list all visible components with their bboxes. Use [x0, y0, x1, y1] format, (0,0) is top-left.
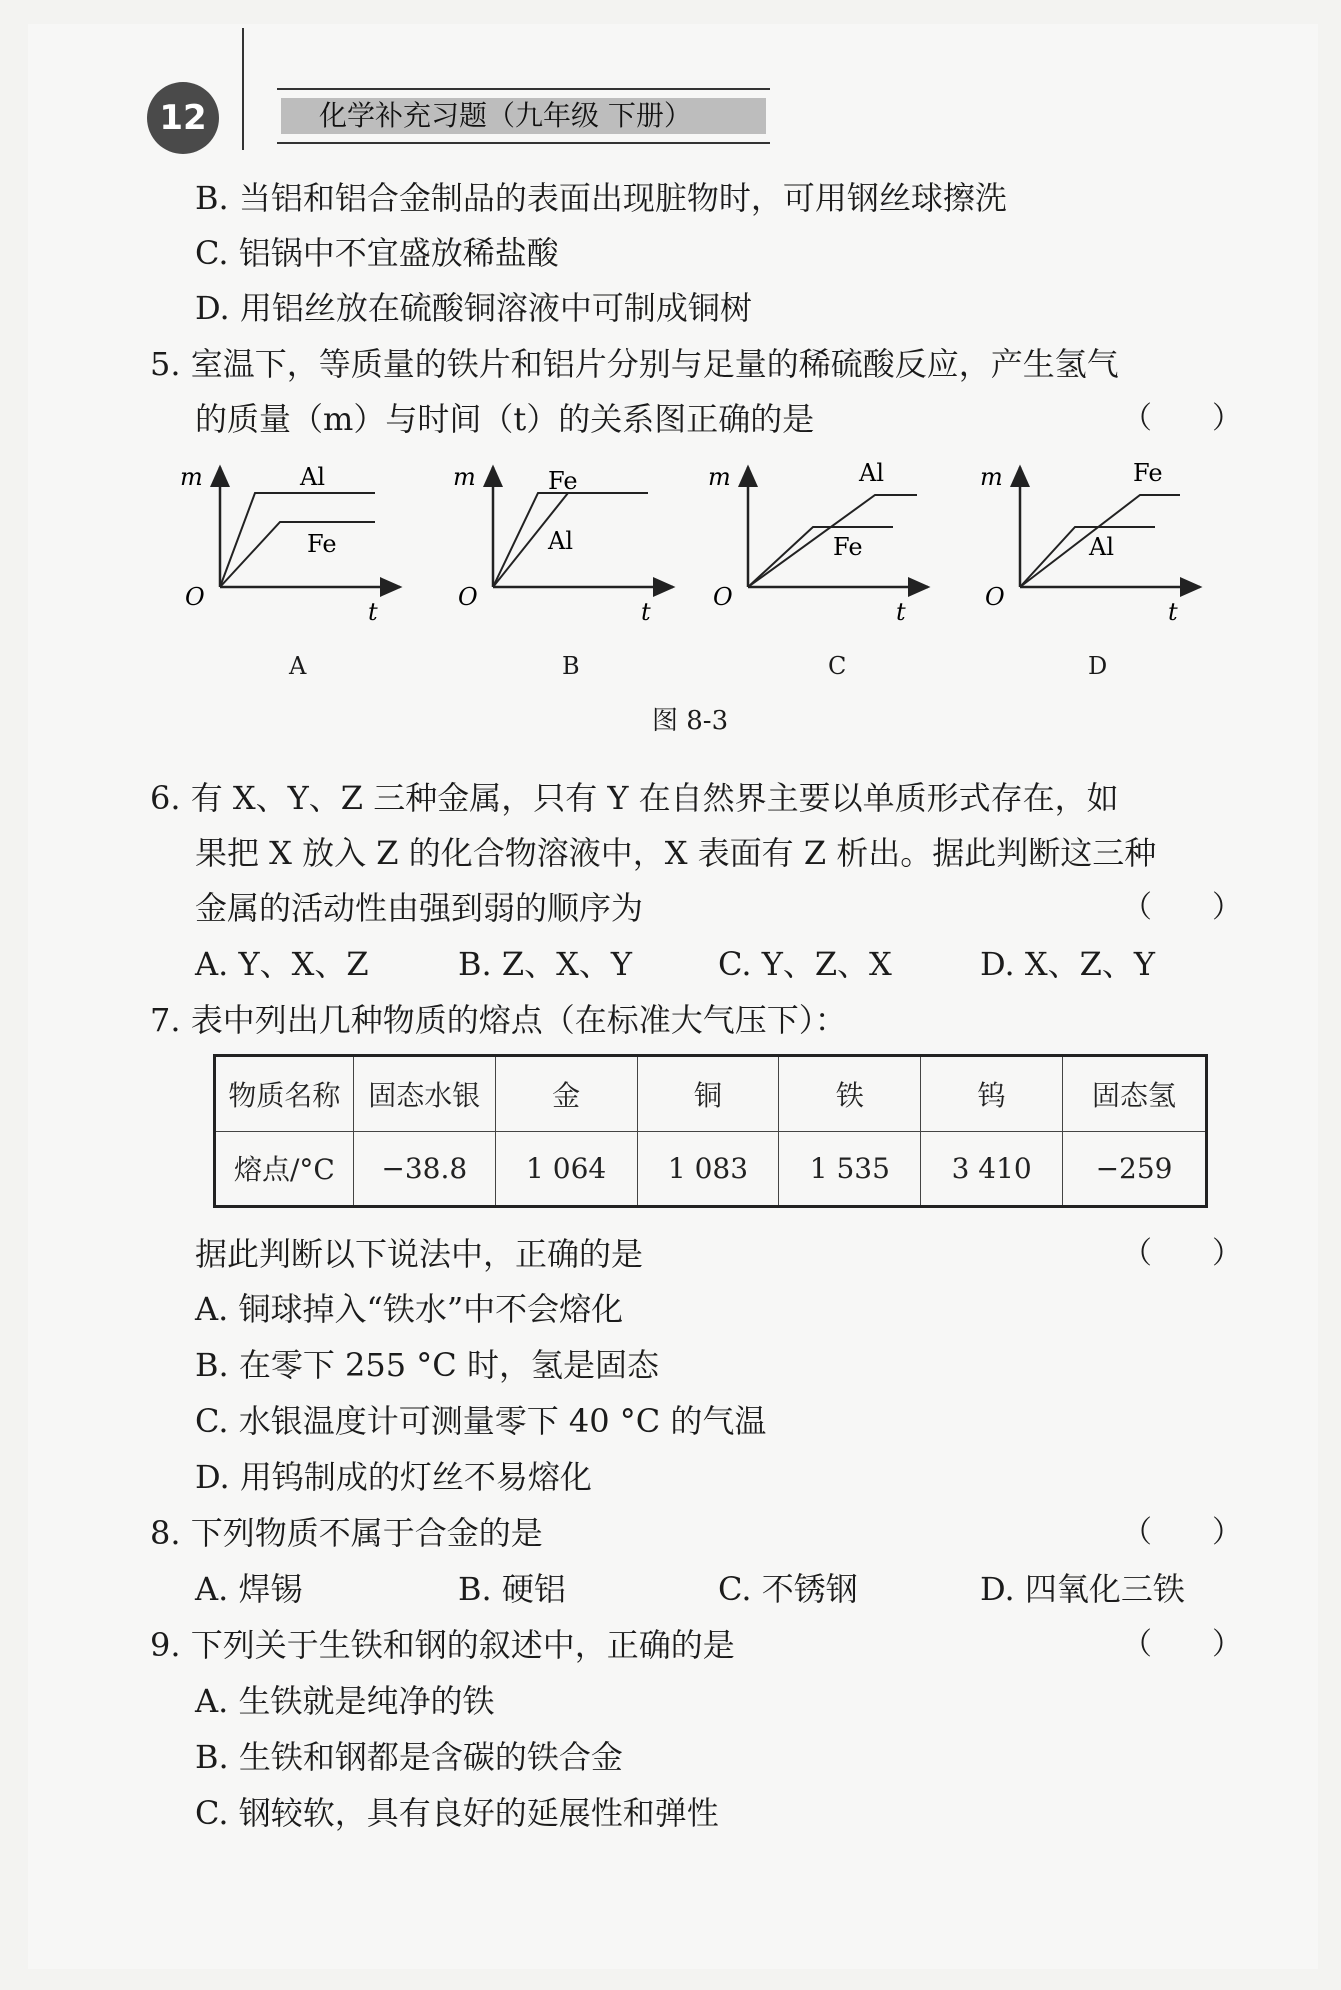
header-divider	[242, 28, 244, 150]
header-banner	[277, 88, 770, 144]
graph-a-axis-m: m	[180, 463, 203, 491]
table-header-cell: 金	[495, 1056, 637, 1132]
q5-stem-line2: 的质量（m）与时间（t）的关系图正确的是	[195, 400, 815, 438]
graph-b-axis-m: m	[453, 463, 476, 491]
q7-option-a: A. 铜球掉入“铁水”中不会熔化	[195, 1290, 624, 1328]
graph-c-origin: O	[713, 583, 733, 611]
melting-point-table	[213, 1054, 1208, 1208]
graph-c-axis-t: t	[896, 598, 906, 626]
table-header-cell: 物质名称	[215, 1056, 354, 1132]
table-header-cell: 固态氢	[1063, 1056, 1207, 1132]
q6-stem-line2: 果把 X 放入 Z 的化合物溶液中，X 表面有 Z 析出。据此判断这三种	[195, 834, 1157, 872]
graph-d-axis-t: t	[1168, 598, 1178, 626]
table-header-cell: 铁	[779, 1056, 921, 1132]
table-cell: −259	[1063, 1131, 1207, 1207]
table-row	[215, 1131, 1207, 1207]
graph-c-bottom-label: Fe	[833, 533, 863, 561]
graph-b	[448, 455, 688, 655]
q6-option-c: C. Y、Z、X	[718, 945, 892, 983]
graph-a-fe-line	[220, 522, 375, 587]
q5-stem-line1: 5. 室温下，等质量的铁片和铝片分别与足量的稀硫酸反应，产生氢气	[150, 345, 1119, 383]
q4-option-b: B. 当铝和铝合金制品的表面出现脏物时，可用钢丝球擦洗	[195, 179, 1007, 217]
graph-b-origin: O	[458, 583, 478, 611]
q9-option-c: C. 钢较软，具有良好的延展性和弹性	[195, 1794, 719, 1832]
graph-c	[703, 455, 943, 655]
table-cell: 1 064	[495, 1131, 637, 1207]
q6-answer-blank: （ ）	[1122, 890, 1242, 925]
graph-b-letter: B	[562, 652, 580, 680]
q8-option-c: C. 不锈钢	[718, 1570, 858, 1608]
table-cell: −38.8	[353, 1131, 495, 1207]
graph-c-letter: C	[828, 652, 847, 680]
q7-option-c: C. 水银温度计可测量零下 40 °C 的气温	[195, 1402, 767, 1440]
q9-option-b: B. 生铁和钢都是含碳的铁合金	[195, 1738, 623, 1776]
q8-option-d: D. 四氧化三铁	[980, 1570, 1185, 1608]
q7-option-d: D. 用钨制成的灯丝不易熔化	[195, 1458, 592, 1496]
graph-d-bottom-label: Al	[1089, 533, 1115, 561]
q6-option-a: A. Y、X、Z	[195, 945, 369, 983]
q9-option-a: A. 生铁就是纯净的铁	[195, 1682, 495, 1720]
book-title: 化学补充习题（九年级 下册）	[281, 98, 766, 134]
table-header-cell: 钨	[921, 1056, 1063, 1132]
graph-c-top-label: Al	[859, 459, 885, 487]
graph-a-axis-t: t	[368, 598, 378, 626]
table-header-row	[215, 1056, 1207, 1132]
graph-d-origin: O	[985, 583, 1005, 611]
table-cell: 1 535	[779, 1131, 921, 1207]
q7-answer-blank: （ ）	[1122, 1236, 1242, 1271]
graph-a-top-label: Al	[300, 463, 326, 491]
q6-stem-line3: 金属的活动性由强到弱的顺序为	[195, 889, 644, 927]
q8-stem: 8. 下列物质不属于合金的是	[150, 1514, 543, 1552]
graph-b-top-label: Fe	[548, 467, 578, 495]
q7-stem: 据此判断以下说法中，正确的是	[195, 1235, 644, 1273]
q9-stem: 9. 下列关于生铁和钢的叙述中，正确的是	[150, 1626, 735, 1664]
table-cell: 熔点/°C	[215, 1131, 354, 1207]
q7-option-b: B. 在零下 255 °C 时，氢是固态	[195, 1346, 659, 1384]
q8-option-a: A. 焊锡	[195, 1570, 303, 1608]
table-cell: 1 083	[637, 1131, 779, 1207]
graph-a-origin: O	[185, 583, 205, 611]
graph-b-axis-t: t	[641, 598, 651, 626]
graph-d-top-label: Fe	[1133, 459, 1163, 487]
graph-c-fe-line	[748, 527, 893, 587]
table-header-cell: 固态水银	[353, 1056, 495, 1132]
graph-a-al-line	[220, 493, 375, 587]
page-number-badge: 12	[147, 82, 219, 154]
q7-stem-line1: 7. 表中列出几种物质的熔点（在标准大气压下）：	[150, 1001, 847, 1039]
graph-d-axis-m: m	[980, 463, 1003, 491]
graph-c-axis-m: m	[708, 463, 731, 491]
q6-option-b: B. Z、X、Y	[458, 945, 633, 983]
q6-stem-line1: 6. 有 X、Y、Z 三种金属，只有 Y 在自然界主要以单质形式存在，如	[150, 779, 1119, 817]
q4-option-d: D. 用铝丝放在硫酸铜溶液中可制成铜树	[195, 289, 752, 327]
q5-answer-blank: （ ）	[1122, 401, 1242, 436]
table-cell: 3 410	[921, 1131, 1063, 1207]
figure-caption: 图 8-3	[652, 706, 729, 736]
q8-answer-blank: （ ）	[1122, 1515, 1242, 1550]
graph-d	[975, 455, 1215, 655]
q6-option-d: D. X、Z、Y	[980, 945, 1156, 983]
graph-a	[175, 455, 415, 655]
graph-b-bottom-label: Al	[548, 527, 574, 555]
graph-d-letter: D	[1088, 652, 1108, 680]
table-header-cell: 铜	[637, 1056, 779, 1132]
q8-option-b: B. 硬铝	[458, 1570, 566, 1608]
graph-a-bottom-label: Fe	[307, 530, 337, 558]
q9-answer-blank: （ ）	[1122, 1627, 1242, 1662]
graph-a-letter: A	[289, 652, 307, 680]
q4-option-c: C. 铝锅中不宜盛放稀盐酸	[195, 234, 559, 272]
